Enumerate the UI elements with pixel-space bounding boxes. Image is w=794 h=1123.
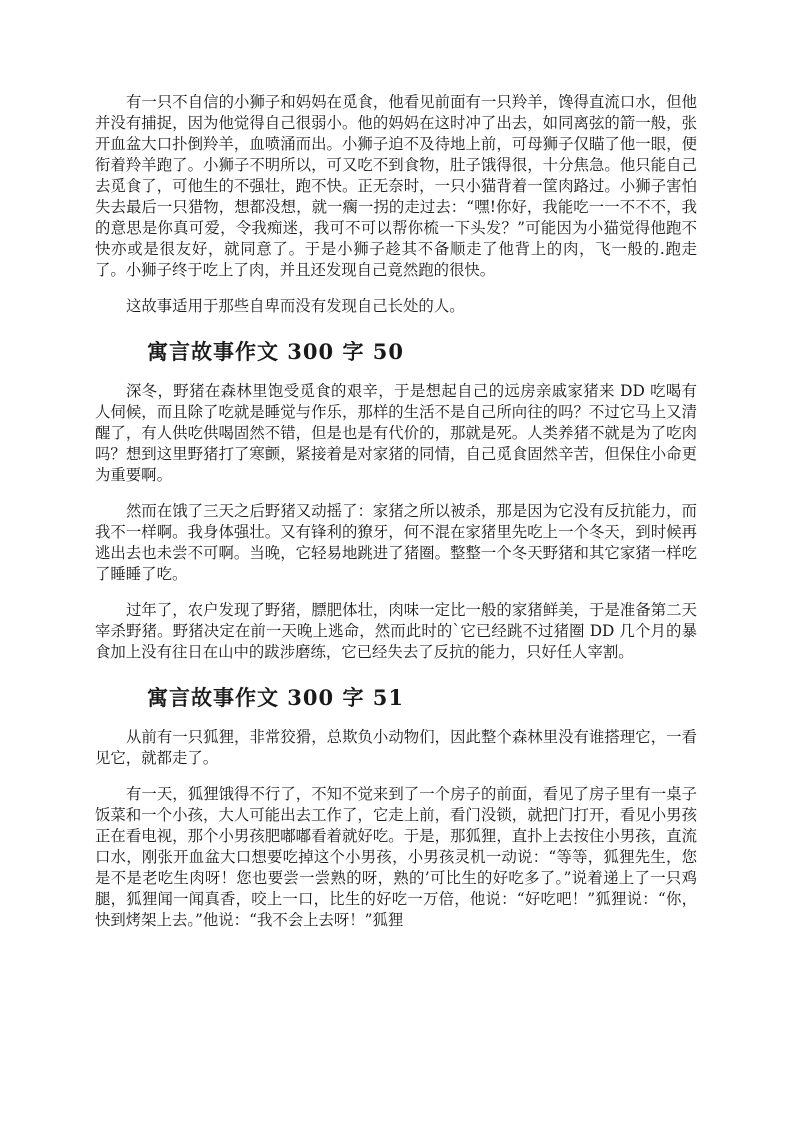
paragraph-boar-3: 过年了，农户发现了野猪，膘肥体壮，肉味一定比一般的家猪鲜美，于是准备第二天宰杀野猪。野猪决定在前一天晚上逃命，然而此时的`它已经跳不过猪圈 DD 几个月的暴食加上没有往日在山中的跋涉磨练，它已经失去了反抗的能力，只好任人宰割。: [95, 601, 697, 661]
paragraph-lion-story: 有一只不自信的小狮子和妈妈在觅食，他看见前面有一只羚羊，馋得直流口水，但他并没有捕捉，因为他觉得自己很弱小。他的妈妈在这时冲了出去，如同离弦的箭一般，张开血盆大口扑倒羚羊，血喷涌而出。小狮子迫不及待地上前，可母狮子仅瞄了他一眼，便衔着羚羊跑了。小狮子不明所以，可又吃不到食物，肚子饿得很，十分焦急。他只能自己去觅食了，可他生的不强壮，跑不快。正无奈时，一只小猫背着一筐肉路过。小狮子害怕失去最后一只猎物，想都没想，就一瘸一拐的走过去：“嘿!你好，我能吃一一不不不，我的意思是你真可爱，令我痴迷，我可不可以帮你梳一下头发？”可能因为小猫觉得他跑不快亦或是很友好，就同意了。于是小狮子趁其不备顺走了他背上的肉，飞一般的.跑走了。小狮子终于吃上了肉，并且还发现自己竟然跑的很快。: [95, 93, 697, 279]
document-body: [95, 92, 697, 946]
section-heading-51: 寓言故事作文 300 字 51: [147, 685, 404, 710]
paragraph-fox-1: 从前有一只狐狸，非常狡猾，总欺负小动物们，因此整个森林里没有谁搭理它，一看见它，就都走了。: [95, 728, 697, 767]
paragraph-boar-1: 深冬，野猪在森林里饱受觅食的艰辛，于是想起自己的远房亲戚家猪来 DD 吃喝有人伺候，而且除了吃就是睡觉与作乐，那样的生活不是自己所向往的吗？不过它马上又清醒了，有人供吃供喝固然不错，但是也是有代价的，那就是死。人类养猪不就是为了吃肉吗？想到这里野猪打了寒颤，紧接着是对家猪的同情，自己觅食固然辛苦，但保住小命更为重要啊。: [95, 382, 697, 484]
paragraph-lion-moral: 这故事适用于那些自卑而没有发现自己长处的人。: [126, 297, 465, 315]
paragraph-boar-2: 然而在饿了三天之后野猪又动摇了：家猪之所以被杀，那是因为它没有反抗能力，而我不一样啊。我身体强壮。又有锋利的獠牙，何不混在家猪里先吃上一个冬天，到时候再逃出去也未尝不可啊。当晚，它轻易地跳进了猪圈。整整一个冬天野猪和其它家猪一样吃了睡睡了吃。: [95, 502, 697, 583]
paragraph-fox-2: 有一天，狐狸饿得不行了，不知不觉来到了一个房子的前面，看见了房子里有一桌子饭菜和一个小孩，大人可能出去工作了，它走上前，看门没锁，就把门打开，看见小男孩正在看电视，那个小男孩肥嘟嘟看着就好吃。于是，那狐狸，直扑上去按住小男孩，直流口水，刚张开血盆大口想要吃掉这个小男孩，小男孩灵机一动说：“等等，狐狸先生，您是不是老吃生肉呀！您也要尝一尝熟的呀，熟的’可比生的好吃多了。”说着递上了一只鸡腿，狐狸闻一闻真香，咬上一口，比生的好吃一万倍，他说：“好吃吧！”狐狸说：“你，快到烤架上去。”他说：“我不会上去呀！”狐狸: [95, 785, 697, 929]
section-heading-50: 寓言故事作文 300 字 50: [147, 339, 404, 364]
